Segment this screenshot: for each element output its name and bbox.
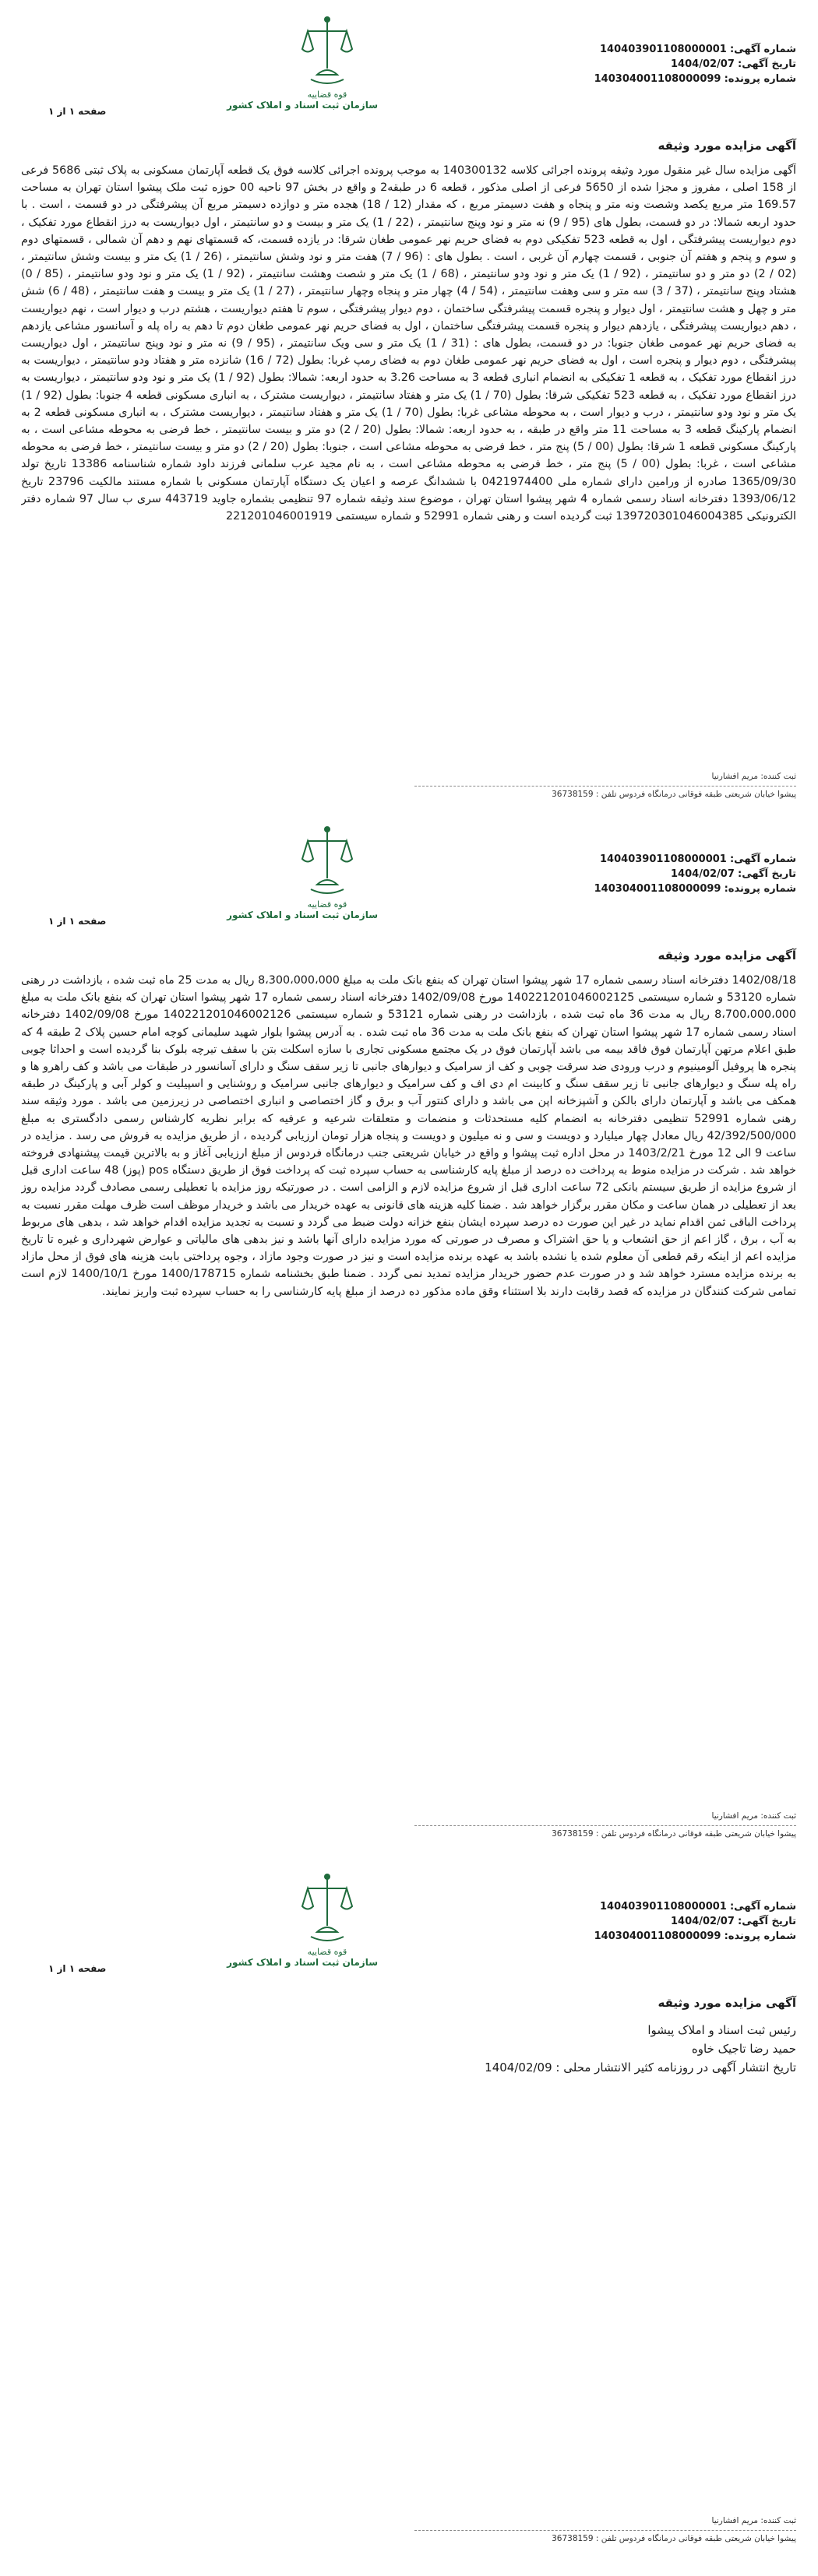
file-number-label: شماره پرونده: [724,1930,796,1942]
ad-title: آگهی مزایده مورد وثیقه [658,1996,796,2010]
ad-closing [21,2021,796,2114]
judiciary-emblem [227,824,378,941]
office-address: پیشوا خیابان شریعتی طبقه فوقانی درمانگاه فردوس تلفن : 36738159 [552,2534,796,2543]
ad-footer [407,1811,796,1840]
ad-meta [539,852,796,896]
ad-meta [539,42,796,86]
scales-of-justice-icon [300,824,354,898]
scales-of-justice-icon [300,1871,354,1945]
page-number: صفحه ۱ از ۱ [48,1963,107,1974]
emblem-caption-bottom: سازمان ثبت اسناد و املاک کشور [227,100,378,111]
ad-section-3 [0,1857,818,2576]
ad-header [0,824,818,941]
ad-number-value: 140403901108000001 [600,44,727,55]
ad-date-label: تاریخ آگهی: [738,58,796,70]
ad-section-2 [0,810,818,1857]
signatory-name: حمید رضا تاجیک خاوه [691,2042,796,2056]
ad-header [0,1871,818,1988]
registrar-label: ثبت کننده: [760,1811,796,1821]
ad-date-value: 1404/02/07 [671,58,735,70]
ad-date-label: تاریخ آگهی: [738,1916,796,1927]
file-number-value: 140304001108000099 [594,883,721,895]
emblem-caption-bottom: سازمان ثبت اسناد و املاک کشور [227,1957,378,1968]
ad-body: آگهی مزایده سال غیر منقول مورد وثیقه پرونده اجرائی کلاسه 140300132 به موجب پرونده اجرائی کلاسه فوق یک قطعه آپارتمان مسکونی به پلاک ثبتی 5686 فرعی از 158 اصلی ، مفروز و مجزا شده از 5650 فرعی از اصلی مذکور ، قطعه 6 در طبقه2 و واقع در بخش 97 ناحیه 00 حوزه ثبت ملک پیشوا استان تهران به مساحت 169.57 متر مربع یکصد وشصت ونه متر و پنجاه و هفت دسیمتر مربع ، که مقدار (12 / 18) هجده متر و دوازده دسیمتر مربع آن پیشرفتگی در دو قسمت ، است . با حدود اربعه شمالا: در دو قسمت، بطول های (95 / 9) نه متر و نود وپنج سانتیمتر ، (22 / 1) یک متر و بیست و دو سانتیمتر ، اول دیواریست به درز انقطاع مورد تفکیک ، دوم دیواریست پیشرفتگی ، اول به قطعه 523 تفکیکی دوم به فضای حریم نهر عمومی طغان شرقا: در یازده قسمت، که قسمتهای نهم و دهم آن شمالی ، قسمتهای دوم و سوم و پنجم و هفتم آن جنوبی ، قسمت چهارم آن غربی ، است . بطول های : (96 / 7) هفت متر و نود وشش سانتیمتر ، (26 / 1) یک متر و بیست وشش سانتیمتر ، (02 / 2) دو متر و دو سانتیمتر ، (92 / 1) یک متر و نود ودو سانتیمتر ، (68 / 1) یک متر و شصت وهشت سانتیمتر ، (92 / 1) یک متر و نود ودو سانتیمتر ، (85 / 0) هشتاد وپنج سانتیمتر ، (37 / 3) سه متر و سی وهفت سانتیمتر ، (54 / 4) چهار متر و پنجاه وچهار سانتیمتر ، (27 / 1) یک متر و بیست و هفت سانتیمتر ، (48 / 6) شش متر و چهل و هشت سانتیمتر ، اول دیوار و پنجره قسمت پیشرفتگی ساختمان ، دوم دیوار پیشرفتگی ، سوم تا هفتم دیواریست ، هشتم درب و دیوار است ، نهم دیواریست ، دهم دیواریست پیشرفتگی ، یازدهم دیوار و پنجره قسمت پیشرفتگی ساختمان ، اول به فضای حریم نهر عمومی طغان دوم تا دهم به راه پله و آسانسور مشاعی یازدهم به فضای حریم نهر عمومی طغان جنوبا: در دو قسمت، بطول های : (31 / 1) یک متر و سی ویک سانتیمتر ، (95 / 9) نه متر و نود وپنج سانتیمتر ، اول دیواریست پیشرفتگی ، دوم دیوار و پنجره است ، اول به فضای حریم نهر عمومی طغان دوم به فضای رمپ غربا: بطول (72 / 16) شانزده متر و هفتاد ودو سانتیمتر ، دیواریست به درز انقطاع مورد تفکیک ، به قطعه 1 تفکیکی به انضمام انباری قطعه 3 به مساحت 3.26 به حدود اربعه: شمالا: بطول (92 / 1) یک متر و نود ودو سانتیمتر ، دیواریست به درز انقطاع مورد تفکیک ، به قطعه 523 تفکیکی شرقا: بطول (70 / 1) یک متر و هفتاد سانتیمتر ، دیواریست مشترک ، به انباری مسکونی قطعه 4 جنوبا: بطول (92 / 1) یک متر و نود ودو سانتیمتر ، درب و دیوار است ، به محوطه مشاعی غربا: بطول (70 / 1) یک متر و هفتاد سانتیمتر ، دیواریست مشترک ، به انباری مسکونی قطعه 2 به انضمام پارکینگ قطعه 3 به مساحت 11 متر واقع در طبقه ، به حدود اربعه: شمالا: بطول (20 / 2) دو متر و بیست سانتیمتر ، خط فرضی به محوطه مشاعی است ، به پارکینگ مسکونی قطعه 1 شرقا: بطول (00 / 5) پنج متر ، خط فرضی به محوطه مشاعی است ، جنوبا: بطول (20 / 2) دو متر و بیست سانتیمتر ، خط فرضی به محوطه مشاعی است ، غربا: بطول (00 / 5) پنج متر ، خط فرضی به محوطه مشاعی است ، به نام مجید عرب سلمانی فرزند داود شماره شناسنامه 13386 تاریخ تولد 1365/09/30 صادره از ورامین دارای شماره ملی 0421974400 با ششدانگ عرصه و اعیان یک دستگاه آپارتمان مسکونی با شماره مستند مالکیت 23796 تاریخ 1393/06/12 دفترخانه اسناد رسمی شماره 4 شهر پیشوا استان تهران ، موضوع سند وثیقه شماره 97 تنظیمی بشماره جاوید 443719 سری ب سال 97 شماره دفتر الکترونیکی 139720301046004385 ثبت گردیده است و رهنی شماره 52991 و شماره سیستمی 221201046001919 [21,164,796,523]
footer-divider [414,1825,796,1826]
emblem-caption-top: قوه قضاییه [307,1947,347,1957]
ad-title: آگهی مزایده مورد وثیقه [658,139,796,153]
ad-footer [407,2515,796,2545]
emblem-caption-bottom: سازمان ثبت اسناد و املاک کشور [227,910,378,920]
ad-body: 1402/08/18 دفترخانه اسناد رسمی شماره 17 شهر پیشوا استان تهران که بنفع بانک ملت به مبلغ 8،300،000،000 ریال به مدت 25 ماه ثبت شده ، بازداشت در رهنی شماره 53120 و شماره سیستمی 140221201046002125 مورخ 1402/09/08 دفترخانه اسناد رسمی شماره 17 شهر پیشوا استان تهران که بنفع بانک ملت به مبلغ 8،700،000،000 ریال به مدت 36 ماه ثبت شده ، بازداشت در رهنی شماره 53121 و شماره سیستمی 140221201046002126 مورخ 1402/09/08 دفترخانه اسناد رسمی شماره 17 شهر پیشوا استان تهران که بنفع بانک ملت به مدت 36 ماه ثبت شده . به آدرس پیشوا بلوار شهید سلیمانی کوچه امام حسین پلاک 2 طبقه 4 که طبق اعلام مرتهن آپارتمان فوق فاقد بیمه می باشد آپارتمان فوق در یک مجتمع مسکونی تجاری با سازه اسکلت بتن با سقف تیرچه بلوک بنا گردیده است و احداثا چوبی پنجره ها پروفیل آلومینیوم و درب ورودی ضد سرقت چوبی و کف از سرامیک و دیوارهای جانبی تا زیر سقف سنگ و دارای آسانسور در طبقات می باشد و کف راهرو ها و راه پله سنگ و دیوارهای جانبی تا زیر سقف سنگ و کابینت ام دی اف و کف سرامیک و دیوارهای جانبی سرامیک و روشنایی و اسپیلیت و کولر آبی و پارکینگ در طبقه همکف می باشد و آپارتمان دارای بالکن و آشپزخانه اپن می باشد و دارای کنتور آب و برق و گاز اختصاصی و انباری اختصاصی در زیرزمین می باشد . مورد وثیقه سند رهنی شماره 52991 تنظیمی دفترخانه به انضمام کلیه مستحدثات و منضمات و متعلقات شرعیه و عرفیه که برابر نظریه کارشناس رسمی دادگستری به مبلغ 42/392/500/000 ریال معادل چهار میلیارد و دویست و سی و نه میلیون و دویست و پنجاه هزار تومان ارزیابی گردیده ، از طریق مزایده به فروش می رسد . مزایده در ساعت 9 الی 12 مورخ 1403/2/21 در محل اداره ثبت پیشوا و واقع در خیابان شریعتی جنب درمانگاه فردوس از مبلغ ارزیابی آغاز و به بالاترین قیمت پیشنهادی فروخته خواهد شد . شرکت در مزایده منوط به پرداخت ده درصد از مبلغ پایه کارشناسی به حساب سپرده ثبت که پرداخت فوق از طریق دستگاه pos (پوز) 48 ساعت اداری قبل از شروع مزایده از طریق سیستم بانکی 72 ساعت اداری قبل از شروع مزایده لازم و الزامی است . در صورتیکه روز مزایده با تعطیلی رسمی مصادف گردد مزایده روز بعد از تعطیلی در همان ساعت و مکان مقرر برگزار خواهد شد . ضمنا کلیه هزینه های قانونی به عهده خریدار می باشد و خریدار موظف است ظرف مهلت مقرر نسبت به پرداخت الباقی ثمن اقدام نماید در غیر این صورت ده درصد سپرده ایشان بنفع خزانه دولت ضبط می گردد و نسبت به تجدید مزایده اقدام خواهد شد ، بدهی های مربوط به آب ، برق ، گاز اعم از حق انشعاب و یا حق اشتراک و مصرف در صورتی که مورد مزایده دارای آنها باشد و نیز بدهی های مالیاتی و عوارض شهرداری و غیره تا تاریخ مزایده اعم از اینکه رقم قطعی آن معلوم شده یا نشده باشد به عهده برنده مزایده است و نیز در صورت وجود مازاد ، وجوه پرداختی بابت هزینه های فوق از محل مازاد به برنده مزایده مسترد خواهد شد و در صورت عدم حضور خریدار مزایده تمدید نمی گردد . ضمنا طبق بخشنامه شماره 1400/178715 مورخ 1400/10/1 لازم است تمامی شرکت کنندگان در مزایده که قصد رقابت دارند بلا استثناء وقق ماده مذکور ده درصد از مبلغ پایه کارشناسی را به حساب سپرده ثبت واریز نمایند. [21,974,796,1298]
ad-date-value: 1404/02/07 [671,868,735,880]
ad-number-label: شماره آگهی: [729,853,796,865]
registrar-name: مریم افشارنیا [711,1811,759,1821]
page-number: صفحه ۱ از ۱ [48,106,107,117]
page-number: صفحه ۱ از ۱ [48,916,107,927]
ad-number-value: 140403901108000001 [600,1901,727,1913]
registrar-name: مریم افشارنیا [711,2516,759,2525]
ad-number-value: 140403901108000001 [600,853,727,865]
file-number-label: شماره پرونده: [724,73,796,85]
ad-meta [539,1899,796,1944]
footer-divider [414,2530,796,2531]
emblem-caption-top: قوه قضاییه [307,90,347,100]
file-number-value: 140304001108000099 [594,1930,721,1942]
scales-of-justice-icon [300,14,354,88]
signatory-title: رئیس ثبت اسناد و املاک پیشوا [647,2023,796,2037]
office-address: پیشوا خیابان شریعتی طبقه فوقانی درمانگاه فردوس تلفن : 36738159 [552,790,796,799]
judiciary-emblem [227,1871,378,1988]
file-number-label: شماره پرونده: [724,883,796,895]
emblem-caption-top: قوه قضاییه [307,899,347,910]
ad-section-1 [0,0,818,810]
registrar-label: ثبت کننده: [760,772,796,781]
publication-date-line: تاریخ انتشار آگهی در روزنامه کثیر الانتشار محلی : 1404/02/09 [485,2060,796,2075]
footer-divider [414,786,796,787]
registrar-name: مریم افشارنیا [711,772,759,781]
file-number-value: 140304001108000099 [594,73,721,85]
ad-title: آگهی مزایده مورد وثیقه [658,948,796,962]
judiciary-emblem [227,14,378,131]
ad-footer [407,771,796,801]
ad-number-label: شماره آگهی: [729,1901,796,1913]
ad-header [0,14,818,131]
registrar-label: ثبت کننده: [760,2516,796,2525]
ad-date-label: تاریخ آگهی: [738,868,796,880]
office-address: پیشوا خیابان شریعتی طبقه فوقانی درمانگاه فردوس تلفن : 36738159 [552,1829,796,1839]
ad-date-value: 1404/02/07 [671,1916,735,1927]
ad-number-label: شماره آگهی: [729,44,796,55]
